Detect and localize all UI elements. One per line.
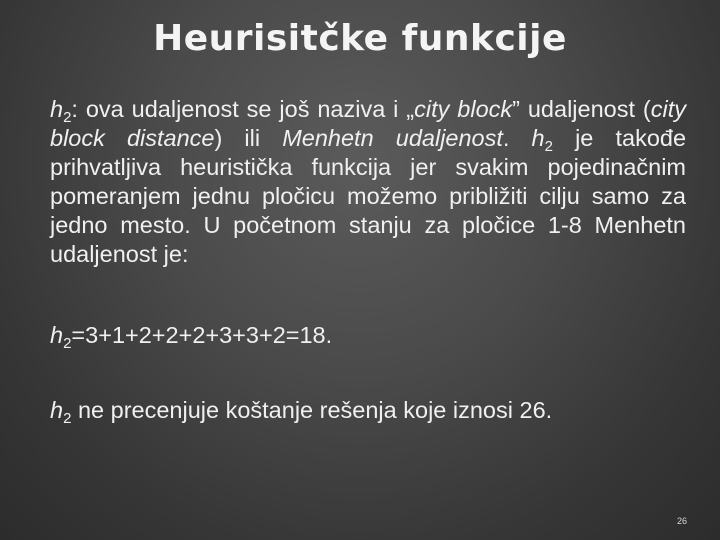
statement-text: ne precenjuje koštanje rešenja koje iznosi 26.: [71, 397, 553, 423]
paragraph-manhattan-description: [50, 95, 686, 269]
italic-city-block: city block: [414, 96, 513, 122]
h-subscript: 2: [63, 109, 72, 126]
italic-city-block-distance: city block distance: [50, 96, 686, 151]
h-subscript: 2: [63, 335, 72, 352]
h-symbol: h: [531, 125, 545, 151]
text-span: : ova udaljenost se još naziva i „: [71, 96, 415, 122]
h-subscript: 2: [544, 138, 553, 155]
text-span: ” udaljenost (: [512, 96, 651, 122]
formula-expression: =3+1+2+2+2+3+3+2=18.: [71, 322, 333, 348]
page-number: 26: [676, 516, 687, 526]
h-symbol: h: [50, 397, 64, 423]
h-symbol: h: [50, 96, 64, 122]
formula-line: [50, 321, 686, 350]
italic-menhetn-udaljenost: Menhetn udaljenost: [282, 125, 503, 151]
slide-body: [50, 95, 686, 425]
h-symbol: h: [50, 322, 64, 348]
statement-line: [50, 396, 686, 425]
text-span: je takođe prihvatljiva heuristička funkcija jer svakim pojedinačnim pomeranjem jednu pločicu možemo približiti cilju samo za jedno mesto. U početnom stanju za pločice 1-8 Menhetn udaljenost je:: [50, 125, 687, 267]
text-span: ) ili: [214, 125, 283, 151]
text-span: .: [502, 125, 532, 151]
slide-title: Heurisitčke funkcije: [153, 18, 567, 59]
h-subscript: 2: [63, 410, 72, 427]
